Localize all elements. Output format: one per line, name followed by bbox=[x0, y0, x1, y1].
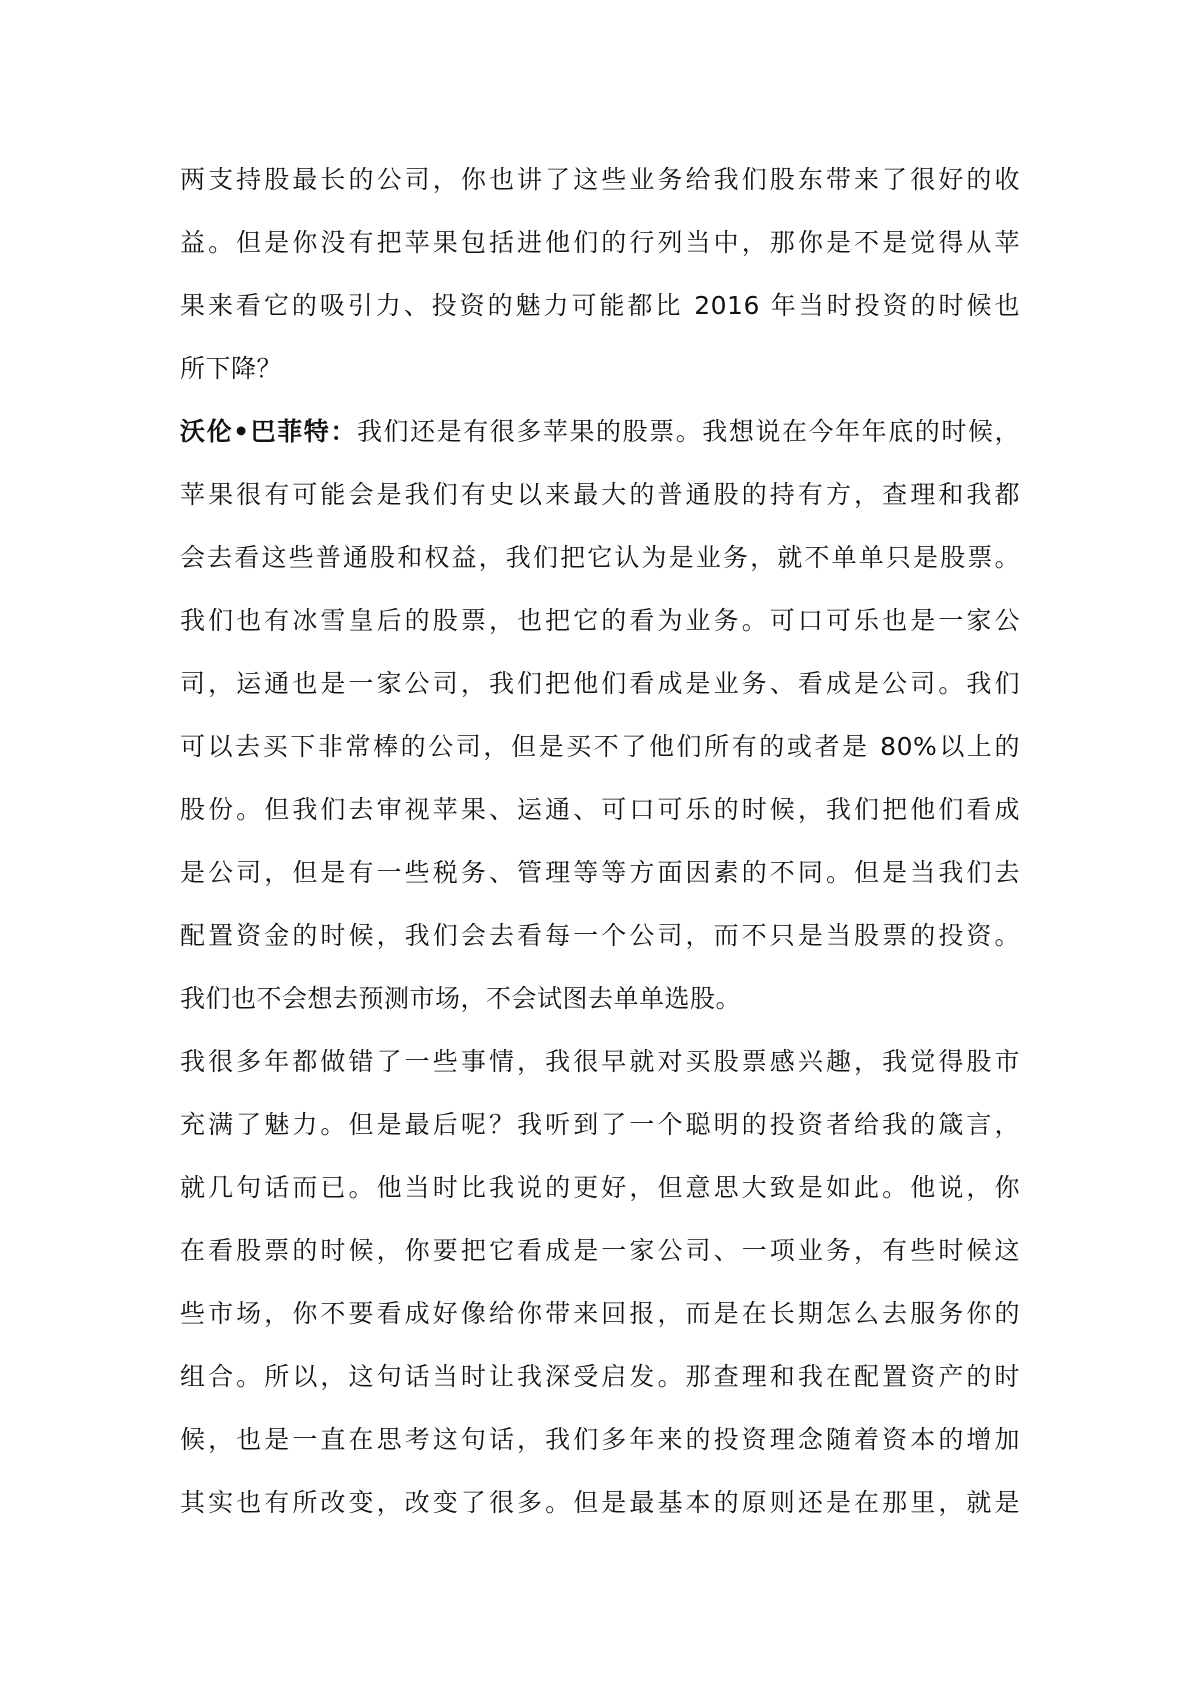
text-line: 配置资金的时候，我们会去看每一个公司，而不只是当股票的投资。 bbox=[180, 921, 1020, 950]
text-line: 就几句话而已。他当时比我说的更好，但意思大致是如此。他说，你 bbox=[180, 1173, 1020, 1202]
text-line: 所下降？ bbox=[180, 354, 283, 383]
paragraph-question bbox=[180, 148, 1020, 400]
text-line: 益。但是你没有把苹果包括进他们的行列当中，那你是不是觉得从苹 bbox=[180, 228, 1020, 257]
text-line: 其实也有所改变，改变了很多。但是最基本的原则还是在那里，就是 bbox=[180, 1488, 1020, 1517]
text-line: 我们也有冰雪皇后的股票，也把它的看为业务。可口可乐也是一家公 bbox=[180, 606, 1020, 635]
text-line: 苹果很有可能会是我们有史以来最大的普通股的持有方，查理和我都 bbox=[180, 480, 1020, 509]
text-line: 些市场，你不要看成好像给你带来回报，而是在长期怎么去服务你的 bbox=[180, 1299, 1020, 1328]
text-line: 在看股票的时候，你要把它看成是一家公司、一项业务，有些时候这 bbox=[180, 1236, 1020, 1265]
text-line: 司，运通也是一家公司，我们把他们看成是业务、看成是公司。我们 bbox=[180, 669, 1020, 698]
text-line: 会去看这些普通股和权益，我们把它认为是业务，就不单单只是股票。 bbox=[180, 543, 1020, 572]
text-line: 组合。所以，这句话当时让我深受启发。那查理和我在配置资产的时 bbox=[180, 1362, 1020, 1391]
answer-first-line: 我们还是有很多苹果的股票。我想说在今年年底的时候， bbox=[356, 417, 1020, 446]
text-line: 股份。但我们去审视苹果、运通、可口可乐的时候，我们把他们看成 bbox=[180, 795, 1020, 824]
document-body bbox=[180, 148, 1020, 1534]
text-line bbox=[180, 400, 1020, 463]
paragraph-continuation bbox=[180, 1030, 1020, 1534]
text-line: 两支持股最长的公司，你也讲了这些业务给我们股东带来了很好的收 bbox=[180, 165, 1020, 194]
text-line: 可以去买下非常棒的公司，但是买不了他们所有的或者是 80%以上的 bbox=[180, 732, 1020, 761]
text-line: 果来看它的吸引力、投资的魅力可能都比 2016 年当时投资的时候也 bbox=[180, 291, 1020, 320]
speaker-name: 沃伦•巴菲特： bbox=[180, 417, 357, 446]
paragraph-answer bbox=[180, 400, 1020, 1030]
text-line: 充满了魅力。但是最后呢？我听到了一个聪明的投资者给我的箴言， bbox=[180, 1110, 1020, 1139]
text-line: 我很多年都做错了一些事情，我很早就对买股票感兴趣，我觉得股市 bbox=[180, 1047, 1020, 1076]
text-line: 候，也是一直在思考这句话，我们多年来的投资理念随着资本的增加 bbox=[180, 1425, 1020, 1454]
text-line: 我们也不会想去预测市场，不会试图去单单选股。 bbox=[180, 984, 742, 1013]
text-line: 是公司，但是有一些税务、管理等等方面因素的不同。但是当我们去 bbox=[180, 858, 1020, 887]
